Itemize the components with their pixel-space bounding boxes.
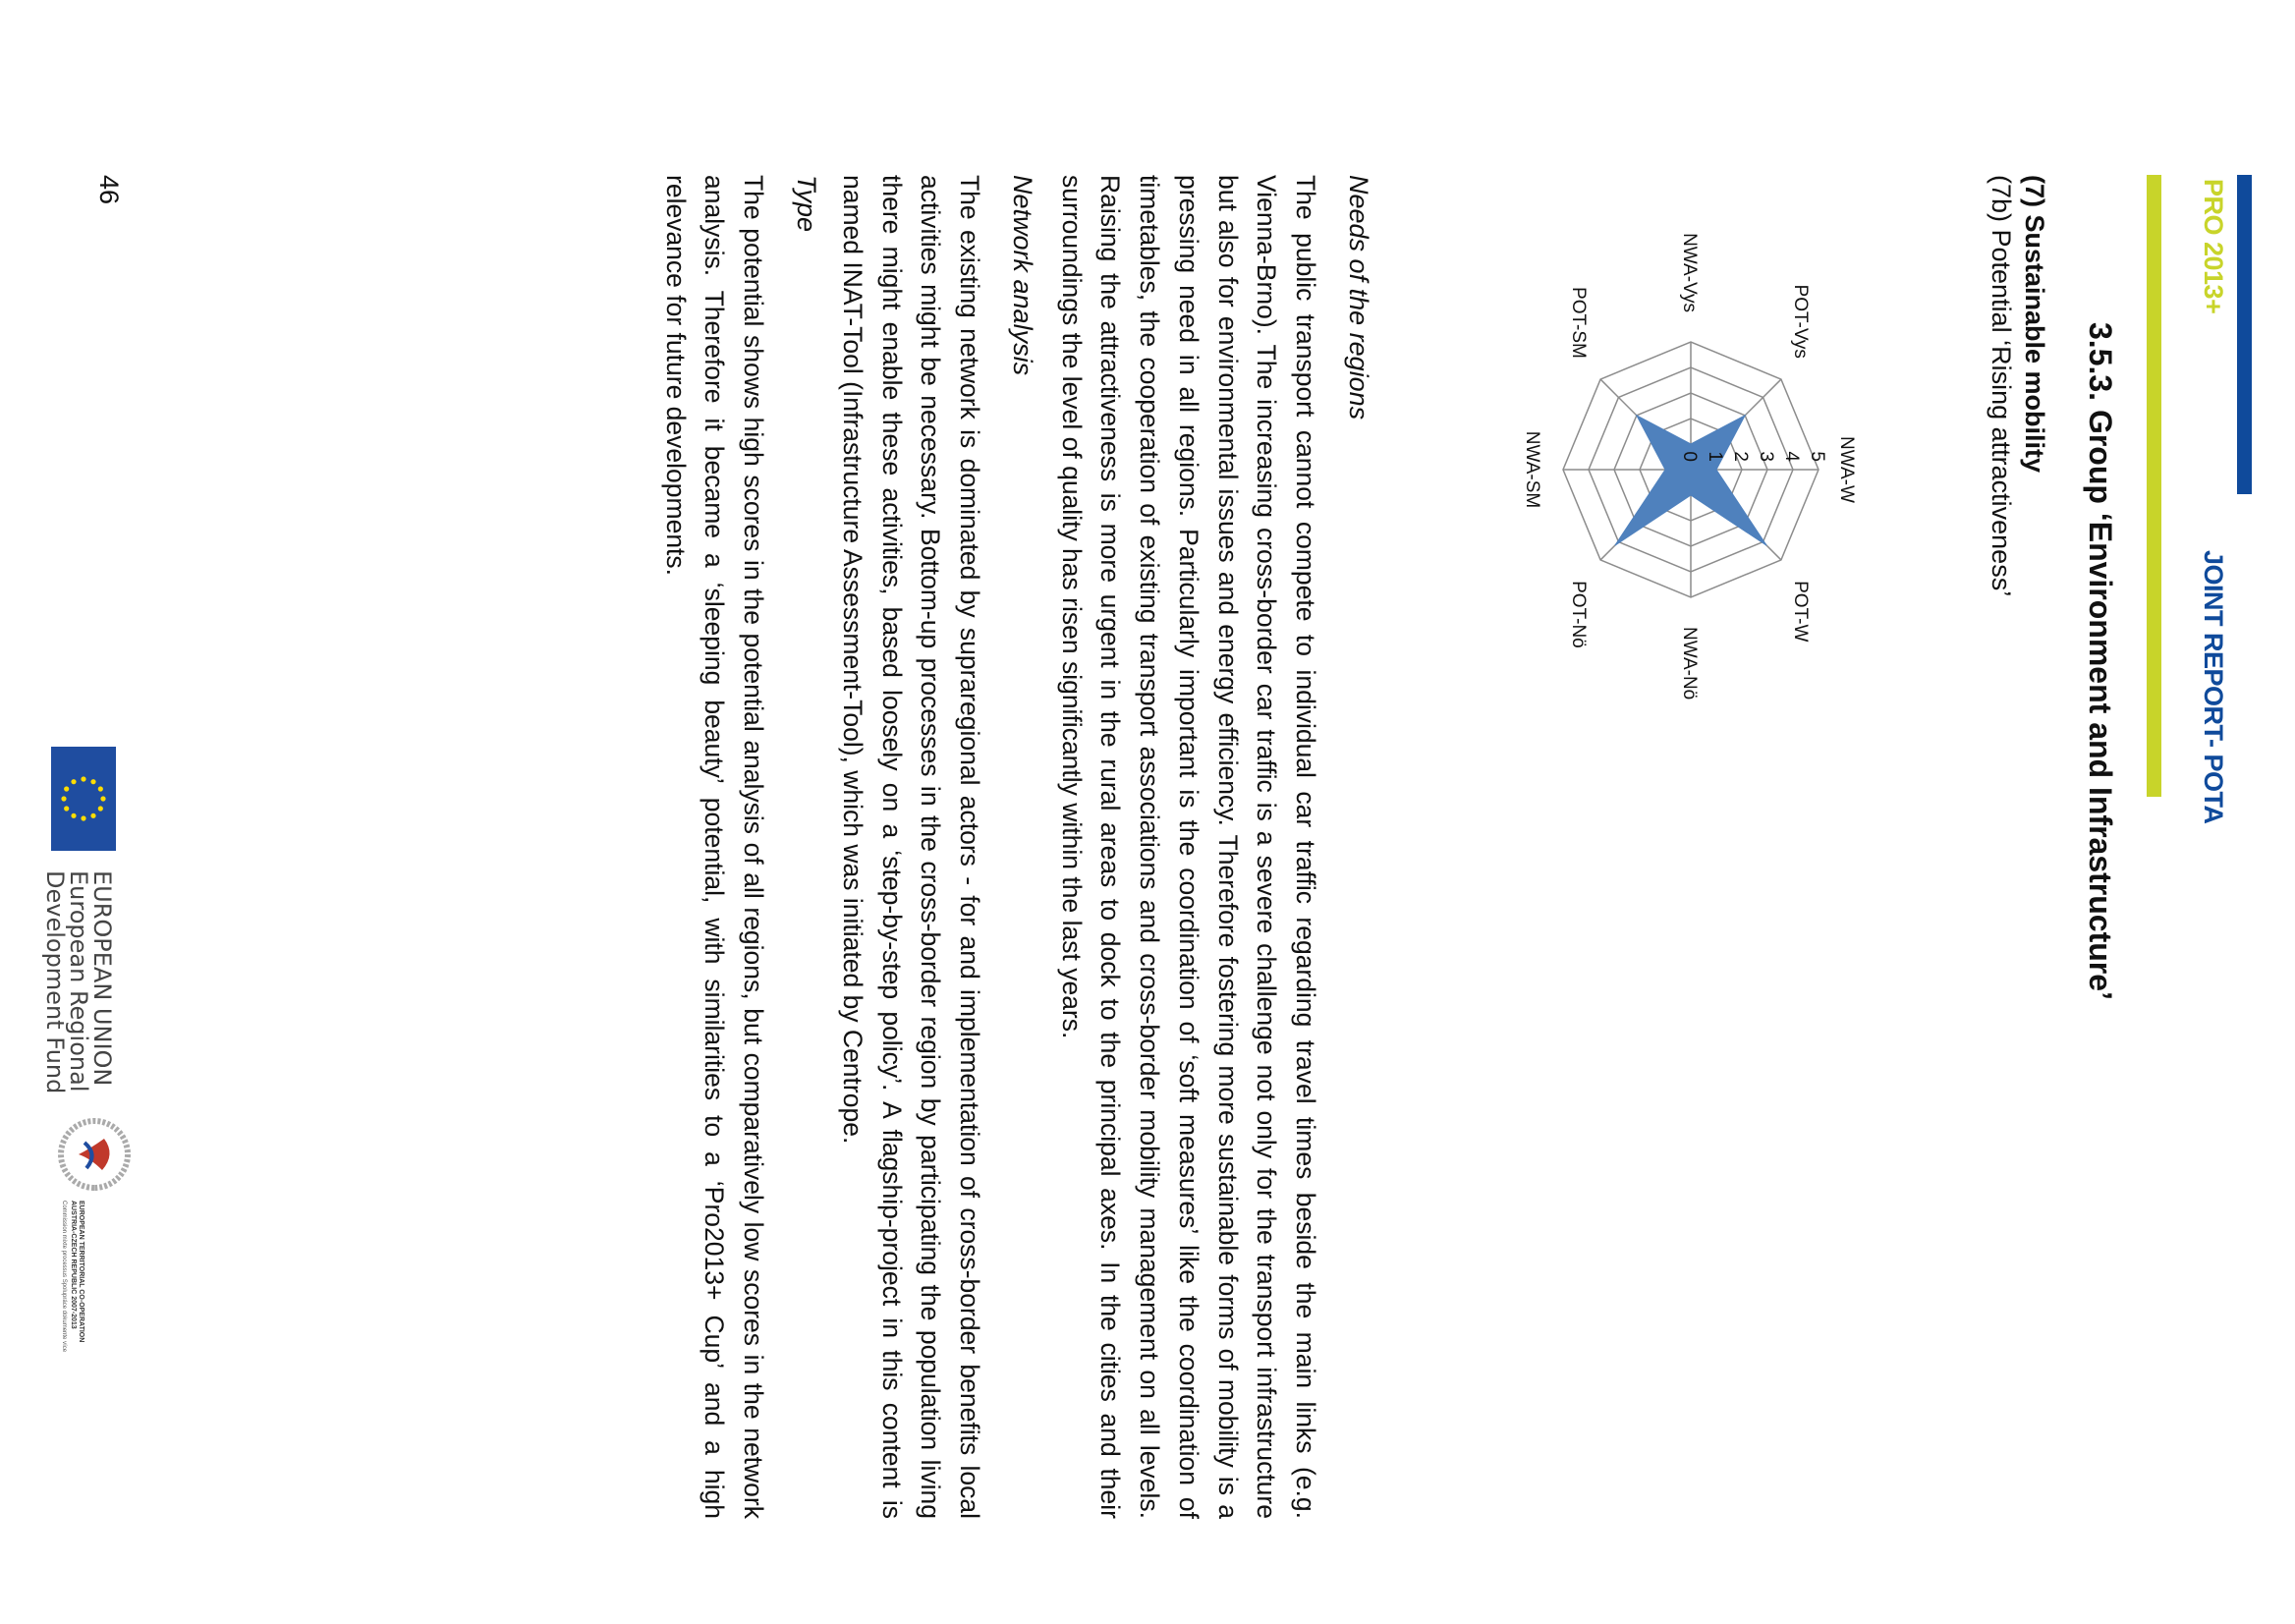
header-pro2013-label: PRO 2013+ (2199, 179, 2228, 314)
radar-chart (1391, 175, 1922, 705)
radar-axis-label: NWA-Vys (1679, 233, 1700, 312)
etc-line-1: EUROPEAN TERRITORIAL CO-OPERATION (78, 1201, 84, 1343)
heading-network-analysis: Network analysis (1008, 175, 1037, 376)
eu-star (100, 796, 105, 801)
radar-tick-label: 3 (1756, 451, 1776, 462)
radar-axis-label: POT-Vys (1790, 284, 1812, 359)
header-report-label: JOINT REPORT- POTA (2199, 550, 2228, 824)
radar-axis-label: NWA-Nö (1679, 627, 1700, 700)
header-blue-bar (2237, 175, 2252, 494)
radar-tick-label: 4 (1781, 451, 1802, 462)
radar-axis-label: POT-W (1790, 581, 1812, 643)
eu-line-1: EUROPEAN UNION (88, 870, 116, 1087)
page-number: 46 (94, 175, 124, 205)
eu-star (64, 786, 69, 791)
radar-axis-label: POT-SM (1567, 287, 1589, 359)
etc-line-2: AUSTRIA-CZECH REPUBLIC 2007-2013 (70, 1201, 77, 1329)
heading-needs-of-regions: Needs of the regions (1344, 175, 1373, 420)
header-lime-bar (2147, 175, 2161, 797)
etc-cooperation-logo (55, 1115, 134, 1194)
radar-tick-label: 1 (1705, 451, 1725, 462)
eu-star (81, 776, 85, 781)
paragraph-needs-of-regions: The public transport cannot compete to individual car traffic regarding travel times beside the main links (e.g. Vienna-Brno). The increasing cross-border car traffic is a severe challenge not only for the transport infrastructure but also for environmental issues and energy efficiency. Therefore fostering more sustainable forms of mobility is a pressing need in all regions. Particularly important is the coordination of ‘soft measures’ like the coordination of timetables, the cooperation of existing transport associations and cross-border mobility management on all levels. Raising the attractiveness is more urgent in the rural areas to dock to the principal axes. In the cities and their surroundings the level of quality has risen significantly within the last years. (1056, 175, 1320, 1519)
radar-axis-label: POT-Nö (1567, 581, 1589, 648)
radar-axis-label: NWA-SM (1522, 430, 1542, 509)
radar-tick-label: 2 (1730, 451, 1751, 462)
section-title: 3.5.3. Group ‘Environment and Infrastructure’ (2083, 322, 2118, 1000)
etc-label (69, 1201, 84, 1342)
eu-star (71, 779, 76, 784)
eu-star (61, 796, 66, 801)
eu-star (81, 815, 85, 820)
eu-line-3: Development Fund (41, 870, 69, 1094)
subsection-title: (7) Sustainable mobility (2020, 175, 2049, 474)
paragraph-network-analysis: The existing network is dominated by supraregional actors - for and implementation of cross-border benefits local activities might be necessary. Bottom-up processes in the cross-border region by participating the population living there might enable these activities, based loosely on a ‘step-by-step policy’. A flagship-project in this content is named INAT-Tool (Infrastructure Assessment-Tool), which was initiated by Centrope. (837, 175, 984, 1519)
eu-fund-label (43, 870, 114, 1093)
radar-axis-label: NWA-W (1836, 436, 1857, 503)
eu-star (64, 806, 69, 811)
etc-small-print: Commission mixte processus Spolupráce dokumente více (61, 1201, 67, 1353)
heading-type: Type (792, 175, 821, 233)
eu-line-2: European Regional (65, 870, 92, 1092)
eu-stars-icon (51, 747, 116, 851)
radar-tick-label: 0 (1679, 451, 1700, 462)
radar-tick-label: 5 (1807, 451, 1827, 462)
eu-star (90, 779, 95, 784)
eu-star (98, 786, 103, 791)
subsection-subtitle: (7b) Potential ‘Rising attractiveness’ (1987, 175, 2016, 597)
eu-flag-logo (51, 747, 116, 851)
eu-star (71, 813, 76, 818)
eu-star (98, 806, 103, 811)
paragraph-type: The potential shows high scores in the potential analysis of all regions, but comparatively low scores in the network analysis. Therefore it became a ‘sleeping beauty’ potential, with similarities to a ‘Pro2013+ Cup’ and a high relevance for future developments. (660, 175, 768, 1519)
eu-star (90, 813, 95, 818)
